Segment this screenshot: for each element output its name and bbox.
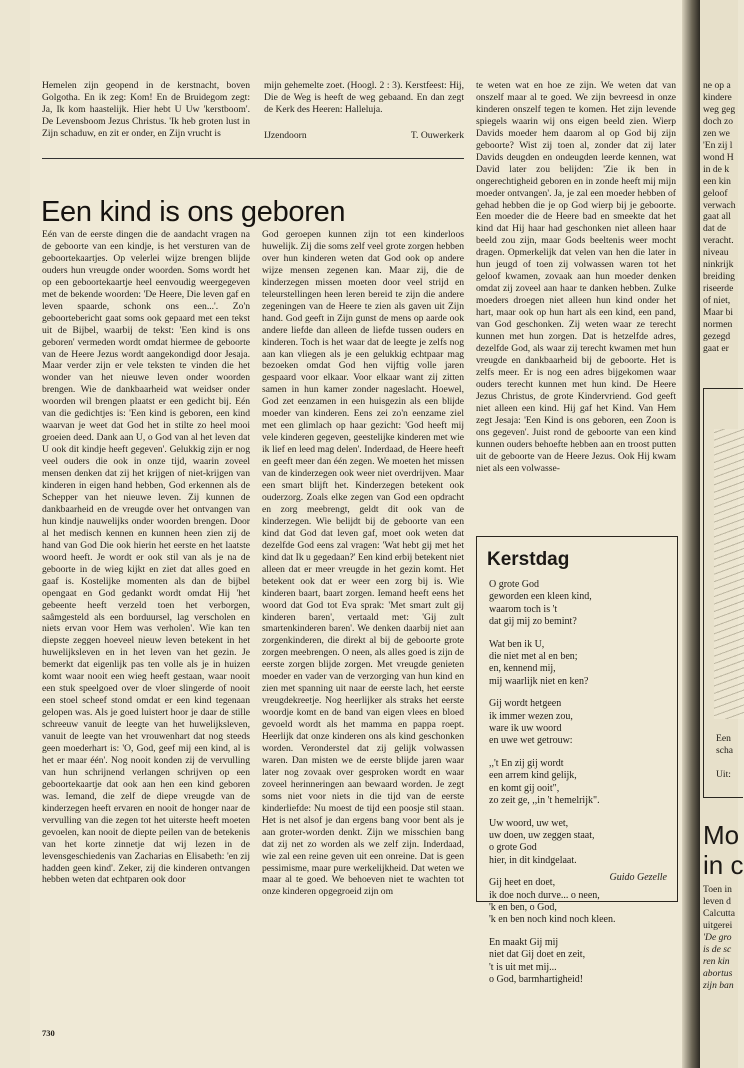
adjacent-line: of niet, [703, 295, 731, 307]
adjacent-line: ren kin [703, 955, 730, 967]
poem-line: ware ik uw woord [489, 723, 562, 735]
adjacent-headline-line-2: in c [703, 850, 744, 880]
adjacent-line: ninkrijk [703, 259, 734, 271]
section-divider [42, 158, 464, 159]
poem-box [476, 536, 678, 985]
adjacent-line: weg geg [703, 103, 736, 115]
adjacent-illustration [714, 429, 744, 719]
adjacent-line: veracht. [703, 235, 734, 247]
poem-line: 'k en ben, o God, [489, 901, 557, 913]
adjacent-line: zijn ban [703, 979, 734, 991]
poem-stanza [489, 818, 671, 868]
poem-line: zo zeit ge, ,,in 't hemelrijk". [489, 795, 600, 807]
adjacent-line: in de k [703, 163, 730, 175]
poem-line: ik doe noch durve... o neen, [489, 889, 600, 901]
poem-line: dat gij mij zo bemint? [489, 616, 577, 628]
adjacent-line: verwach [703, 199, 736, 211]
adjacent-line: riseerde [703, 283, 734, 295]
adjacent-line: Calcutta [703, 907, 735, 919]
adjacent-page [700, 0, 744, 1068]
poem-line: mij waarlijk niet en ken? [489, 675, 589, 687]
article-column-1: Eén van de eerste dingen die de aandacht vragen na de geboorte van een kindje, is het versturen van de geboortekaartjes. Op velerlei wijze brengen blijde ouders hun vreugde onder woorden. Soms wordt het op een geboortekaartje heel eenvoudig weergegeven met de bekende woorden: 'De Heere, Die leven gaf en leven spaarde, schonk ons een...'. Zo'n geboortebericht gaat soms ook gepaard met een tekst uit de Bijbel, waarbij de tekst: 'Een kind is ons geboren' vermeden wordt omdat hiermee de geboorte van de Heere Jezus wordt aangekondigd door Jesaja. Maar verder zijn er vele teksten te vinden die het wonder van het nieuwe leven onder woorden brengen. Wie de dankbaarheid wat weidser onder woorden wil brengen plaatst er een gedicht bij. Eén van die gedichtjes is: 'Een kind is geboren, een kind waarvan je weet dat God het in stilte zo heel mooi groeien deed. Dank aan U, o God van al het leven dat U ook dit kindje heeft gegeven'. Gelukkig zijn er nog veel ouders die ook in onze tijd, waarin zoveel mensen denken dat zij het krijgen of niet-krijgen van kinderen in eigen hand hebben, God erkennen als de Schepper van het nieuwe leven. Zij kunnen de dankbaarheid en de vreugde over het ontvangen van hun kindje nauwelijks onder woorden brengen. Door al het medisch kennen en kunnen heen zien zij de hand van God Die ook hierin het eerste en het laatste woord heeft. Je wordt er ook stil van als je na de geboorte in de wieg kijkt en ziet dat alles goed en gaaf is. Kostelijke momenten als dan de bijbel opengaat en God gedankt wordt omdat Hij 'het gebeente heeft verzeld toen het verborgen, saâmgesteld als een borduursel, lag verscholen en niets ervan voor Hem was verholen'. Wie kan ten diepste zeggen hoeveel nieuw leven betekent in het huwelijksleven en in het leven van het gezin. Je bemerkt dat eigenlijk pas ten volle als je in huizen komt waar nooit een wieg heeft gestaan, waar nooit een stuk speelgoed over de vloer slingerde of nooit een stoel scheef stond omdat er een kind tegenaan gelopen was. Als je goed luistert hoor je daar de stille schreeuw vanuit de leegte van het huwelijksleven, vanuit de leegte van het vrouwenhart dat nog steeds geen moederhart is: 'O, God, geef mij een kind, al is het er maar één'. Nog nooit konden zij de vervulling van hun schrijnend verlangen schrijven op een geboortekaartje dat ook aan hen een kind geboren was. Iemand, die zelf de diepe vreugde van de kinderzegen heeft ervaren en nooit de honger naar de vervulling van die zegen tot het uiterste heeft moeten gevoelen, kan nooit de diepte peilen van de betekenis van het korte zinnetje dat wij lezen in de levensgeschiedenis van Zacharias en Elisabeth: 'en zij hadden geen kind'. Zeker, zij die kinderen ontvangen hebben weten dat echtparen ook door [42, 229, 250, 886]
adjacent-line: een kin [703, 175, 731, 187]
adjacent-page-text-2 [703, 884, 735, 992]
signature-place: IJzendoorn [264, 129, 307, 141]
poem-line: waarom toch is 't [489, 603, 558, 615]
adjacent-line: Maar bi [703, 307, 734, 319]
adjacent-line: gaat all [703, 211, 731, 223]
adjacent-line: 'En zij l [703, 139, 733, 151]
poem-line: en komt gij ooit", [489, 782, 560, 794]
signature-author: T. Ouwerkerk [410, 129, 464, 141]
poem-stanza [489, 698, 671, 748]
adjacent-headline [703, 820, 743, 880]
poem-line: die niet met al en ben; [489, 651, 578, 663]
adjacent-line: geloof [703, 187, 728, 199]
poem-line: o God, barmhartigheid! [489, 973, 584, 985]
adjacent-line: zen we [703, 127, 730, 139]
adjacent-line: ne op a [703, 80, 731, 91]
adjacent-line: dat de [703, 223, 727, 235]
poem-line: En maakt Gij mij [489, 936, 559, 948]
poem-line: en uwe wet getrouw: [489, 735, 573, 747]
adjacent-illustration-frame [703, 388, 743, 798]
adjacent-line: gaat er [703, 342, 729, 354]
previous-article-text: mijn gehemelte zoet. (Hoogl. 2 : 3). Kerstfeest: Hij, Die de Weg is heeft de weg gebaand. En dan zegt de Kerk des Heeren: Halleluja. [264, 80, 464, 115]
poem-stanza [489, 877, 671, 927]
adjacent-line: wond H [703, 151, 734, 163]
adjacent-line: gezegd [703, 331, 731, 343]
poem-line: geworden een kleen kind, [489, 591, 592, 603]
previous-article-column-1: Hemelen zijn geopend in de kerstnacht, boven Golgotha. En ik zeg: Kom! En de Bruidegom zegt: Ja, Ik kom haastelijk. Hier hebt U Uw 'kerstboom'. De Levensboom Jezus Christus. 'Ik heb groten lust in Zijn schaduw, en zit er onder, en Zijn vrucht is [42, 80, 250, 139]
poem-line: 't is uit met mij... [489, 961, 557, 973]
adjacent-line: leven d [703, 895, 731, 907]
article-column-3: te weten wat en hoe ze zijn. We weten dat van onszelf maar al te goed. We zijn bevreesd in onze kinderen onszelf tegen te komen. Het zijn levende spiegels waarin wij ons eigen beeld zien. Wierp Davids moeder hem daarom al op God bij zijn geboorte? Wist zij toen al, zonder dat zij later Davids deugden en ondeugden leerde kennen, wat David later zou belijden: 'Zie ik ben in ongerechtigheid geboren en in zonde heeft mij mijn moeder ontvangen'. Ja, je zal een moeder hebben of gehad hebben die je op God wierp bij je geboorte. Een moeder die de Heere bad en smeekte dat het kind dat Hij haar had geschonken niet alleen haar beeld zou zijn, maar Gods beeltenis weer mocht dragen. Opmerkelijk dat velen van hen die later in hun jeugd of toen zij volwassen waren tot het geloof kwamen, zovaak aan hun moeder denken omdat zij zoveel aan haar te danken hebben. Zulke moeders droegen niet alleen hun kind onder het hart, maar ook op hun hart als een kind, een pand, van God geschonken. Zij weten waar ze terecht kunnen met hun zorgen. Dat is hetzelfde adres, dezelfde God, als waar zij terecht kwamen met hun vreugde en dankbaarheid bij de geboorte. Het is zelfs meer. Er is nog een adres bijgekomen waar ouders terecht kunnen met hun kind. De Heere Jezus Christus, de grote Kindervriend. God geeft niet alleen een kind. Hij gaf het Kind. Van Hem zegt Jesaja: 'Een Kind is ons geboren, een Zoon is ons gegeven'. Juist rond de geboorte van een kind kunnen ouders behoefte hebben aan en troost putten uit de geboorte van de Heere Jezus. Ook Hij kwam niet als een volwasse- [476, 80, 676, 474]
poem-line: o grote God [489, 842, 537, 854]
poem-line: een arrem kind gelijk, [489, 770, 577, 782]
previous-article-signature [264, 130, 464, 142]
poem-line: ,,'t En zij gij wordt [489, 757, 564, 769]
adjacent-line: doch zo [703, 115, 734, 127]
poem-line: Uw woord, uw wet, [489, 817, 569, 829]
adjacent-line: kindere [703, 91, 732, 103]
page-number: 730 [42, 1028, 55, 1038]
poem-line: niet dat Gij doet en zeit, [489, 949, 586, 961]
poem-stanza [489, 639, 671, 689]
poem-stanza [489, 937, 671, 987]
poem-line: O grote God [489, 579, 539, 590]
adjacent-caption-1: Een [716, 733, 731, 744]
poem-author: Guido Gezelle [609, 872, 667, 883]
adjacent-line: is de sc [703, 943, 732, 955]
adjacent-caption-2: scha [716, 745, 734, 756]
page-gutter [682, 0, 700, 1068]
poem-line: Wat ben ik U, [489, 638, 545, 650]
article-column-2: God geroepen kunnen zijn tot een kinderloos huwelijk. Zij die soms zelf veel grote zorgen hebben over hun kinderen weten dat God ook op andere wijze mensen zegenen kan. Maar zij, die de kinderzegen missen moeten door veel strijd en teleurstellingen heen leren bereid te zijn die andere zegeningen van de Heere te zien als gaven uit Zijn hand. God geeft in Zijn gunst de mens op aarde ook andere liefde dan alleen de liefde tussen ouders en kinderen. Toch is het waar dat de leegte je zelfs nog aan kan vliegen als je een gelukkig echtpaar mag bezoeken omdat God hen vijftig volle jaren gespaard voor elkaar. Voor elkaar want zij zitten samen in hun kamer zonder nageslacht. Hoewel, God zet eenzamen in een huisgezin als een blijde moeder van kinderen. Eens zei zo'n eenzame ziel met een glimlach op haar gezicht: 'God heeft mij vele kinderen gegeven, geestelijke kinderen met wie ik lief en leed mag delen'. Inderdaad, de Heere heeft en geeft meer dan één zegen. We moeten het missen van de kinderzegen ook weer niet overdrijven. Maar een smart blijft het. Kinderzegen betekent ook ouderzorg. Zoals elke zegen van God een opdracht en zorg meebrengt, geldt dit ook van de kinderzegen. Wie belijdt bij de geboorte van een kind dat God dat leven gaf, moet ook weten dat dezelfde God eens zal vragen: 'Wat hebt gij met het kind dat Ik u gegedaan?' Een kind erbij betekent niet alleen dat er meer vreugde in het gezin komt. Het betekent ook dat er weer een zorg bij is. Wie kinderen baart, baart zorgen. Iemand heeft eens het woord dat God tot Eva sprak: 'Met smart zult gij kinderen baren', vertaald met: 'Gij zult smartenkinderen baren'. We denken daarbij niet aan zorgenkinderen, die direkt al bij de geboorte grote zorgen meebrengen. O neen, als alles goed is zijn de eerste zorgen blijde zorgen. Met vreugde genieten moeder en vader van de verzorging van hun kind en zien met spanning uit naar de eerste lach, het eerste vreugdekreetje. Nog heerlijker als straks het eerste woordje komt en de band van eigen vlees en bloed gevoeld wordt als het mamma en pappa roept. Heerlijk dat onze kinderen ons als kind geschonken worden. Veronderstel dat zij gelijk volwassen waren. Dan misten we de eerste blijde jaren waar later nog zovaak over gesproken wordt en waar zoveel herinneringen aan bewaard worden. Je zegt soms niet voor niets in die tijd van de eerste kinderliefde: Nu moest de tijd een poosje stil staan. Het is net alsof je dan ergens bang voor bent als je aan groter-worden denkt. Zijn we misschien bang dat zij net zo worden als we zelf zijn. Inderdaad, wie zal een reine geven uit een onreine. Dat is geen pessimisme, maar pure werkelijkheid. Dat weten we maar al te goed. We behoeven niet te wachten tot onze kinderen opgegroeid zijn om [262, 229, 464, 898]
adjacent-line: abortus [703, 967, 733, 979]
poem-line: Gij wordt hetgeen [489, 698, 562, 710]
poem-line: Gij heet en doet, [489, 877, 556, 889]
adjacent-line: normen [703, 319, 733, 331]
poem-line: 'k en ben noch kind noch kleen. [489, 914, 616, 926]
adjacent-line: niveau [703, 247, 729, 259]
poem-line: uw doen, uw zeggen staat, [489, 829, 595, 841]
previous-article-column-2 [264, 80, 464, 142]
poem-title: Kerstdag [487, 549, 570, 570]
adjacent-page-text [703, 80, 743, 355]
adjacent-caption-3: Uit: [716, 769, 731, 780]
poem-line: hier, in dit kindgelaat. [489, 854, 577, 866]
article-title: Een kind is ons geboren [41, 196, 346, 228]
poem-line: ik immer wezen zou, [489, 710, 573, 722]
poem-line: en, kennend mij, [489, 663, 556, 675]
poem-stanza [489, 758, 671, 808]
adjacent-headline-line-1: Mo [703, 820, 740, 850]
poem-stanza [489, 579, 671, 629]
poem-body [489, 579, 671, 996]
adjacent-line: breiding [703, 271, 735, 283]
adjacent-line: Toen in [703, 884, 732, 895]
adjacent-line: 'De gro [703, 931, 732, 943]
adjacent-line: uitgerei [703, 919, 733, 931]
